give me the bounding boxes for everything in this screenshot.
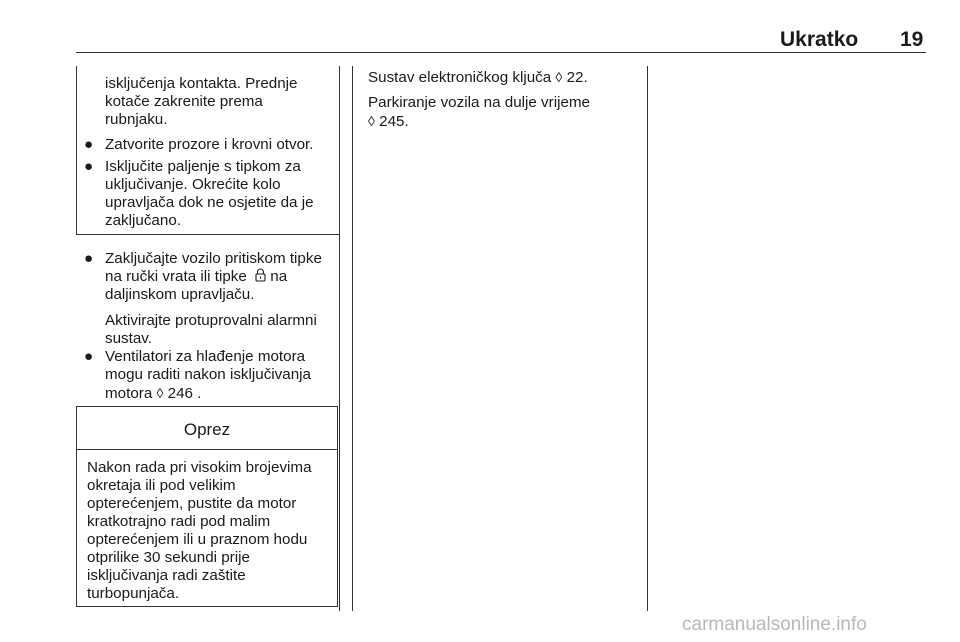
reference-arrow-icon: ◊ [368, 113, 375, 129]
header-divider [76, 52, 926, 53]
padlock-icon [255, 268, 266, 282]
caution-divider [77, 449, 337, 450]
watermark: carmanualsonline.info [682, 614, 867, 635]
reference-arrow-icon: ◊ [156, 385, 164, 401]
column-divider-middle [352, 66, 353, 611]
caution-text: Nakon rada pri visokim brojevima okretaja ili pod velikim opterećenjem, pustite da motor kratkotrajno radi pod malim opterećenjem ili u praznom hodu otprilike 30 sekundi prije isključivanja radi zaštite turbopunjača. [87, 459, 312, 602]
list-item: Zatvorite prozore i krovni otvor. [105, 136, 314, 153]
list-item: Zaključajte vozilo pritiskom tipke na ručki vrata ili tipke na daljinskom upravljaču. Aktivirajte protuprovalni alarmni sustav. [105, 250, 322, 347]
paragraph: Parkiranje vozila na dulje vrijeme ◊ 245. [368, 94, 591, 130]
page-number: 19 [900, 28, 924, 51]
continued-text: isključenja kontakta. Prednje kotače zakrenite prema rubnjaku. [105, 75, 298, 128]
box-left-border [76, 66, 77, 235]
page-reference-link[interactable]: 245 [379, 113, 405, 130]
bullet-icon: ● [84, 158, 94, 175]
page-title: Ukratko [780, 28, 859, 51]
paragraph: Sustav elektroničkog ključa ◊ 22. [368, 69, 588, 86]
box-bottom-border [76, 234, 339, 235]
caution-title: Oprez [183, 420, 231, 439]
bullet-icon: ● [84, 136, 94, 153]
caution-box [76, 406, 338, 607]
column-divider-left [339, 66, 340, 611]
list-item: Ventilatori za hlađenje motora mogu raditi nakon isključivanja motora ◊ 246 . [105, 348, 311, 402]
bullet-icon: ● [84, 348, 94, 365]
column-divider-right [647, 66, 648, 611]
page-reference-link[interactable]: 22 [566, 69, 584, 86]
reference-arrow-icon: ◊ [555, 69, 563, 85]
page-reference-link[interactable]: 246 [167, 385, 193, 402]
bullet-icon: ● [84, 250, 94, 267]
list-item: Isključite paljenje s tipkom za uključivanje. Okrećite kolo upravljača dok ne osjetite da je zaključano. [105, 158, 314, 229]
